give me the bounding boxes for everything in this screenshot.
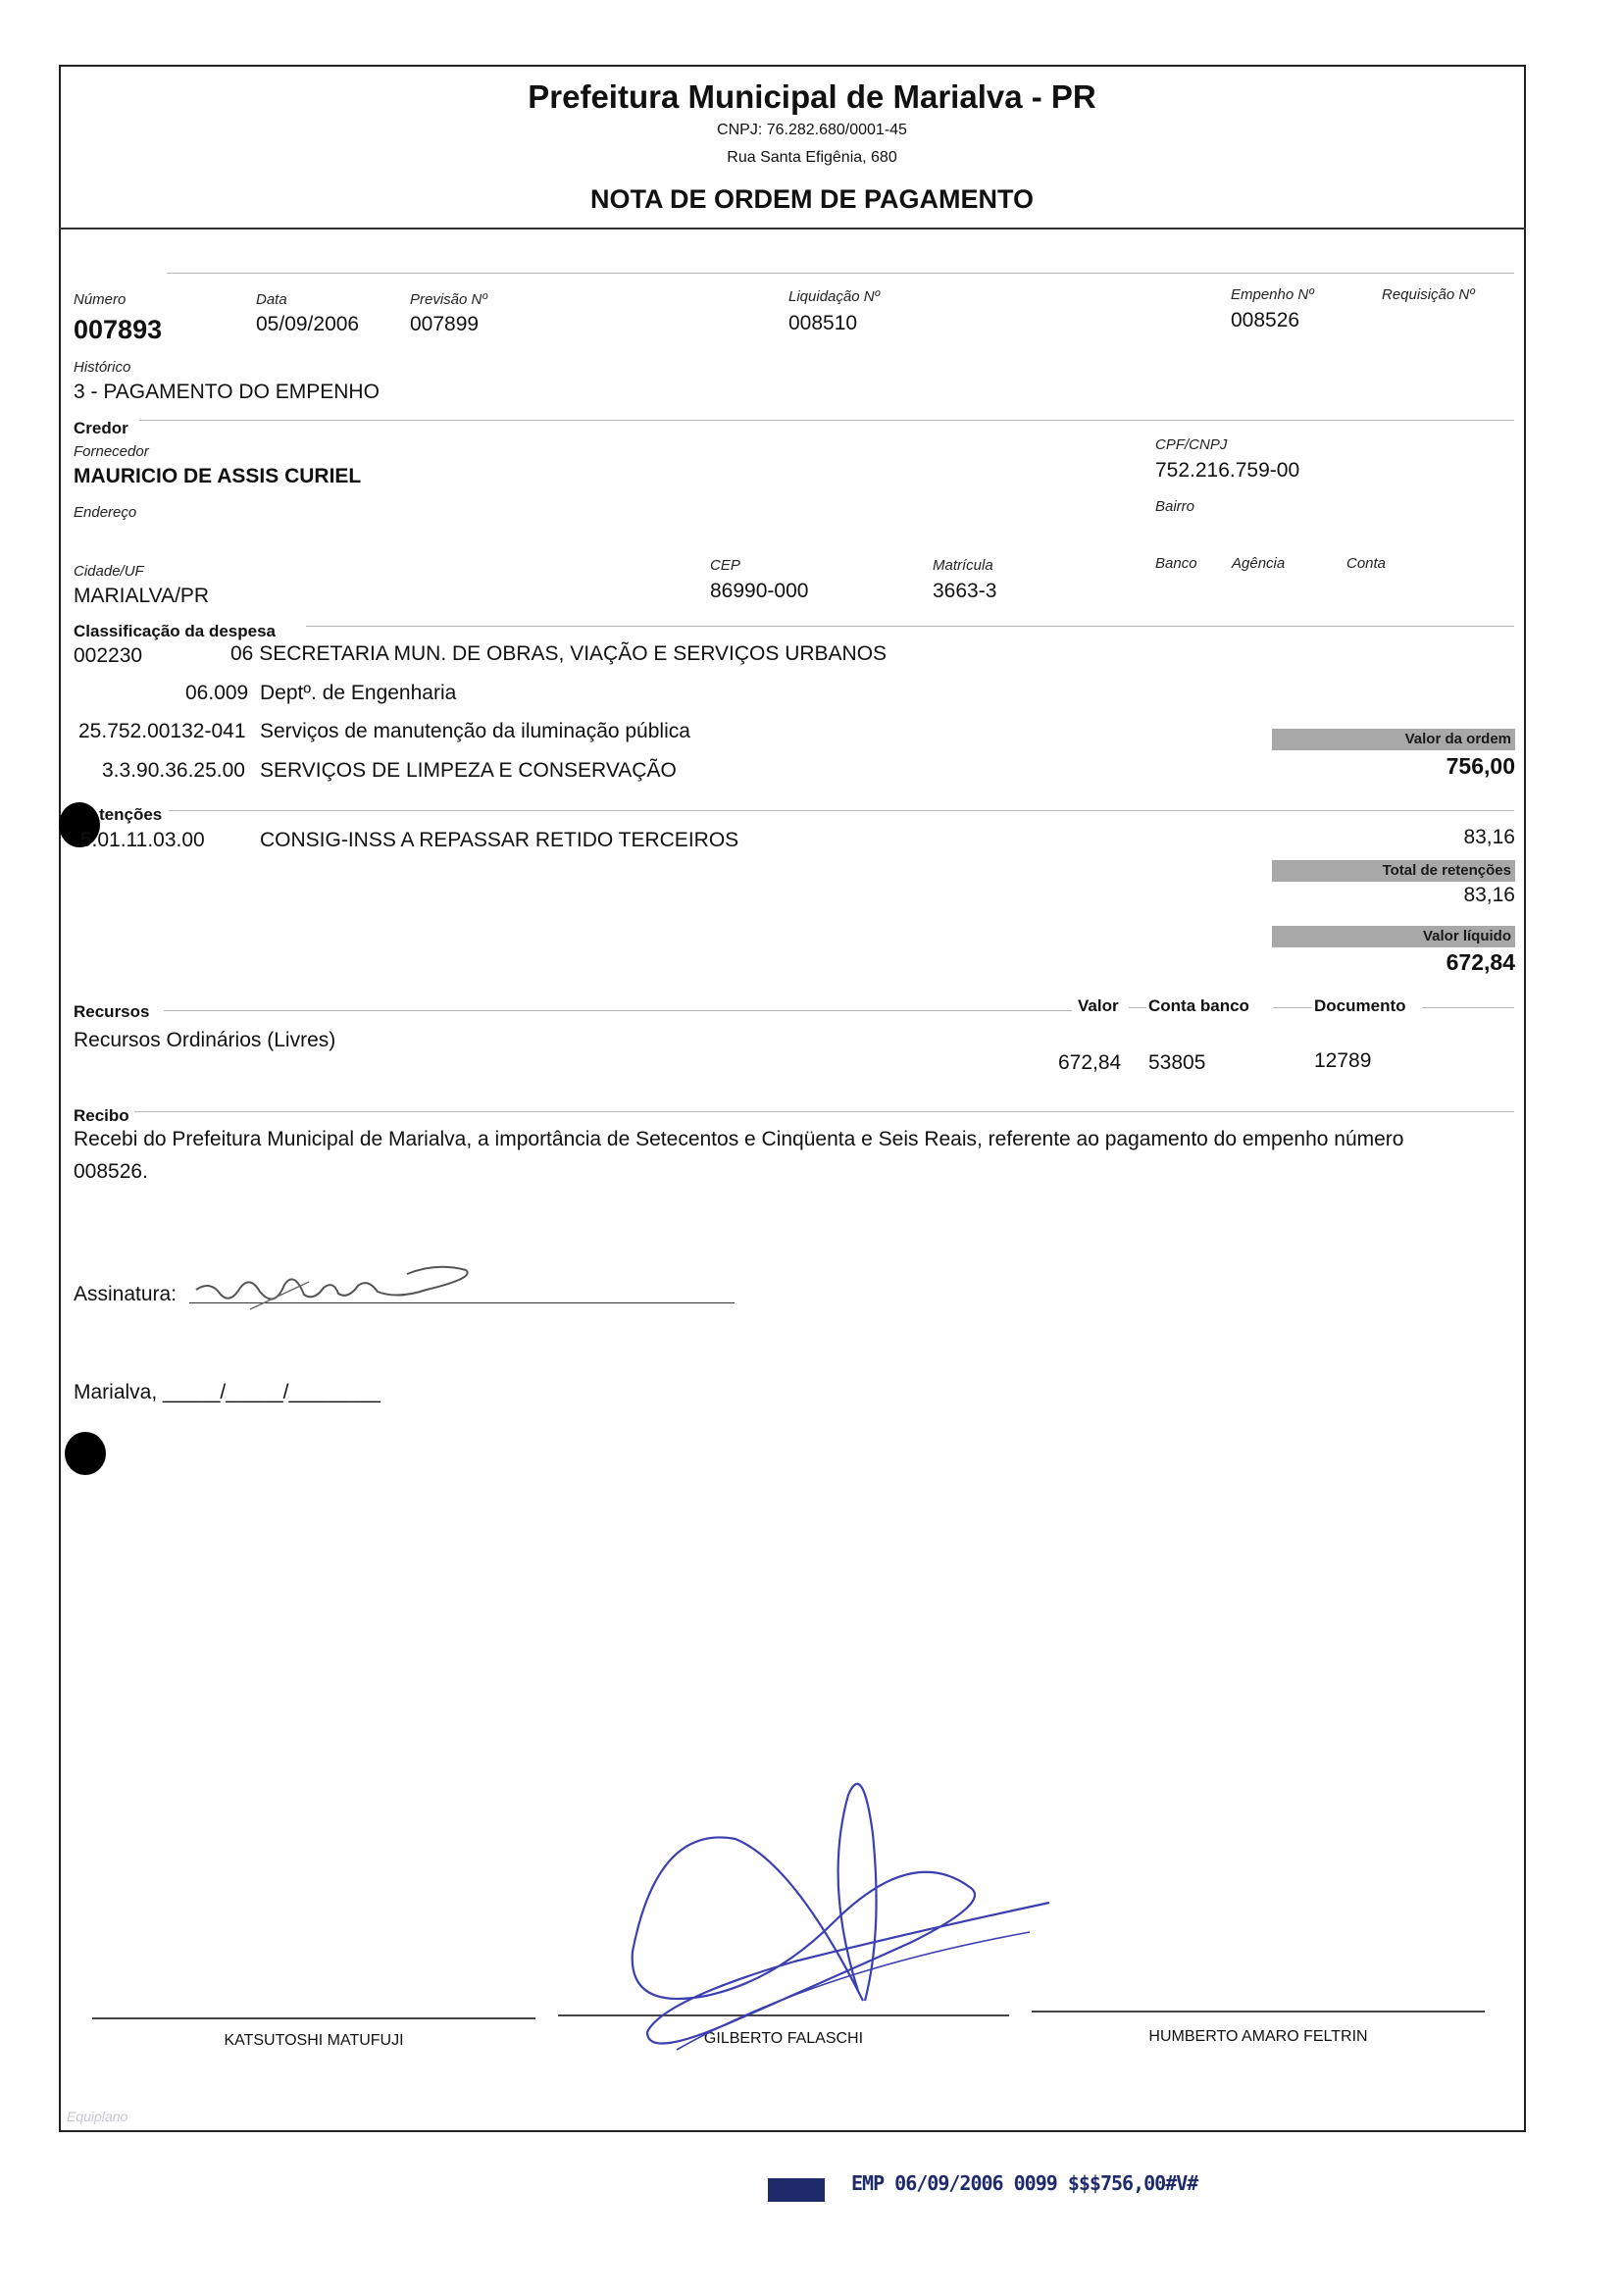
historico-label: Histórico [74,359,131,376]
cep-label: CEP [710,557,740,574]
retencoes-section-title: tenções [99,805,163,824]
assinatura-label: Assinatura: [74,1283,178,1305]
classificacao-text-3: Serviços de manutenção da iluminação pública [260,720,690,742]
punch-hole-mark-2 [65,1432,106,1475]
signature-line-3 [1032,2011,1485,2013]
header-divider [59,228,1526,229]
ids-divider [167,273,1514,274]
classificacao-text-4: SERVIÇOS DE LIMPEZA E CONSERVAÇÃO [260,759,677,782]
numero-label: Número [74,291,127,308]
recursos-divider-3 [1273,1007,1312,1008]
signature-line-1 [92,2017,535,2019]
conta-label: Conta [1346,555,1387,572]
retencoes-divider [169,810,1514,811]
handwritten-signature-icon [618,1765,1069,2069]
classificacao-section-title: Classificação da despesa [74,622,277,640]
cidade-value: MARIALVA/PR [74,585,210,607]
signatory-3: HUMBERTO AMARO FELTRIN [1148,2028,1368,2045]
valor-liquido-label: Valor líquido [1272,926,1515,947]
matricula-value: 3663-3 [933,580,997,602]
classificacao-text-1: 06 SECRETARIA MUN. DE OBRAS, VIAÇÃO E SERVIÇOS URBANOS [230,642,888,665]
requisicao-label: Requisição Nº [1382,286,1475,303]
cep-value: 86990-000 [710,580,809,602]
recibo-text-line1: Recebi do Prefeitura Municipal de Marialva, a importância de Setecentos e Cinqüenta e Seis Reais, referente ao pagamento do empenho número [74,1128,1404,1150]
page-title: Prefeitura Municipal de Marialva - PR [528,78,1096,115]
recursos-divider [164,1010,1072,1011]
classificacao-code-4: 3.3.90.36.25.00 [102,759,245,782]
historico-value: 3 - PAGAMENTO DO EMPENHO [74,381,380,403]
empenho-value: 008526 [1231,309,1300,331]
retencao-text: CONSIG-INSS A REPASSAR RETIDO TERCEIROS [260,829,739,851]
valor-ordem-value: 756,00 [1446,753,1515,779]
recibo-divider [134,1111,1514,1112]
bairro-label: Bairro [1155,498,1195,515]
classificacao-code-3: 25.752.00132-041 [78,720,246,742]
stamp-logo-icon [768,2178,825,2202]
retencao-code: .5.01.11.03.00 [75,829,205,851]
signatory-2: GILBERTO FALASCHI [703,2030,864,2047]
valor-ordem-label: Valor da ordem [1272,729,1515,750]
cpf-label: CPF/CNPJ [1155,436,1228,453]
recursos-descricao: Recursos Ordinários (Livres) [74,1029,336,1051]
cidade-label: Cidade/UF [74,563,144,580]
fornecedor-label: Fornecedor [74,443,149,460]
banco-label: Banco [1155,555,1197,572]
valor-liquido-value: 672,84 [1446,949,1515,975]
classificacao-code-2: 06.009 [185,682,249,704]
recursos-section-title: Recursos [74,1002,150,1021]
liquidacao-value: 008510 [788,312,858,334]
document-title: NOTA DE ORDEM DE PAGAMENTO [589,184,1034,214]
signatory-1: KATSUTOSHI MATUFUJI [224,2032,404,2049]
cnpj-text: CNPJ: 76.282.680/0001-45 [717,122,907,138]
classificacao-divider [306,626,1514,627]
classificacao-code-1: 002230 [74,644,143,667]
recursos-conta-label: Conta banco [1148,996,1249,1015]
data-value: 05/09/2006 [256,313,360,335]
fornecedor-value: MAURICIO DE ASSIS CURIEL [74,465,362,487]
data-label: Data [256,291,287,308]
recursos-documento-label: Documento [1314,996,1406,1015]
recursos-valor: 672,84 [1058,1051,1122,1074]
recibo-signature-icon [191,1260,485,1319]
previsao-value: 007899 [410,313,480,335]
protocol-stamp: EMP 06/09/2006 0099 $$$756,00#V# [851,2171,1198,2195]
equiplano-watermark: Equiplano [67,2109,128,2124]
endereco-label: Endereço [74,504,137,521]
recursos-divider-2 [1129,1007,1146,1008]
classificacao-text-2: Deptº. de Engenharia [260,682,457,704]
credor-divider [139,420,1514,421]
total-retencoes-label: Total de retenções [1272,860,1515,882]
recibo-section-title: Recibo [74,1106,129,1125]
recursos-valor-label: Valor [1078,996,1119,1015]
local-data-label: Marialva, _____/_____/________ [74,1381,381,1403]
cpf-value: 752.216.759-00 [1155,459,1300,482]
recursos-documento: 12789 [1314,1049,1372,1072]
credor-section-title: Credor [74,419,128,437]
address-text: Rua Santa Efigênia, 680 [727,149,897,166]
recursos-divider-4 [1422,1007,1514,1008]
matricula-label: Matrícula [933,557,993,574]
recursos-conta: 53805 [1148,1051,1206,1074]
liquidacao-label: Liquidação Nº [788,288,881,305]
retencao-value: 83,16 [1463,826,1515,848]
previsao-label: Previsão Nº [410,291,487,308]
empenho-label: Empenho Nº [1231,286,1314,303]
recibo-text-line2: 008526. [74,1160,148,1183]
agencia-label: Agência [1232,555,1286,572]
numero-value: 007893 [74,315,163,344]
total-retencoes-value: 83,16 [1463,884,1515,906]
